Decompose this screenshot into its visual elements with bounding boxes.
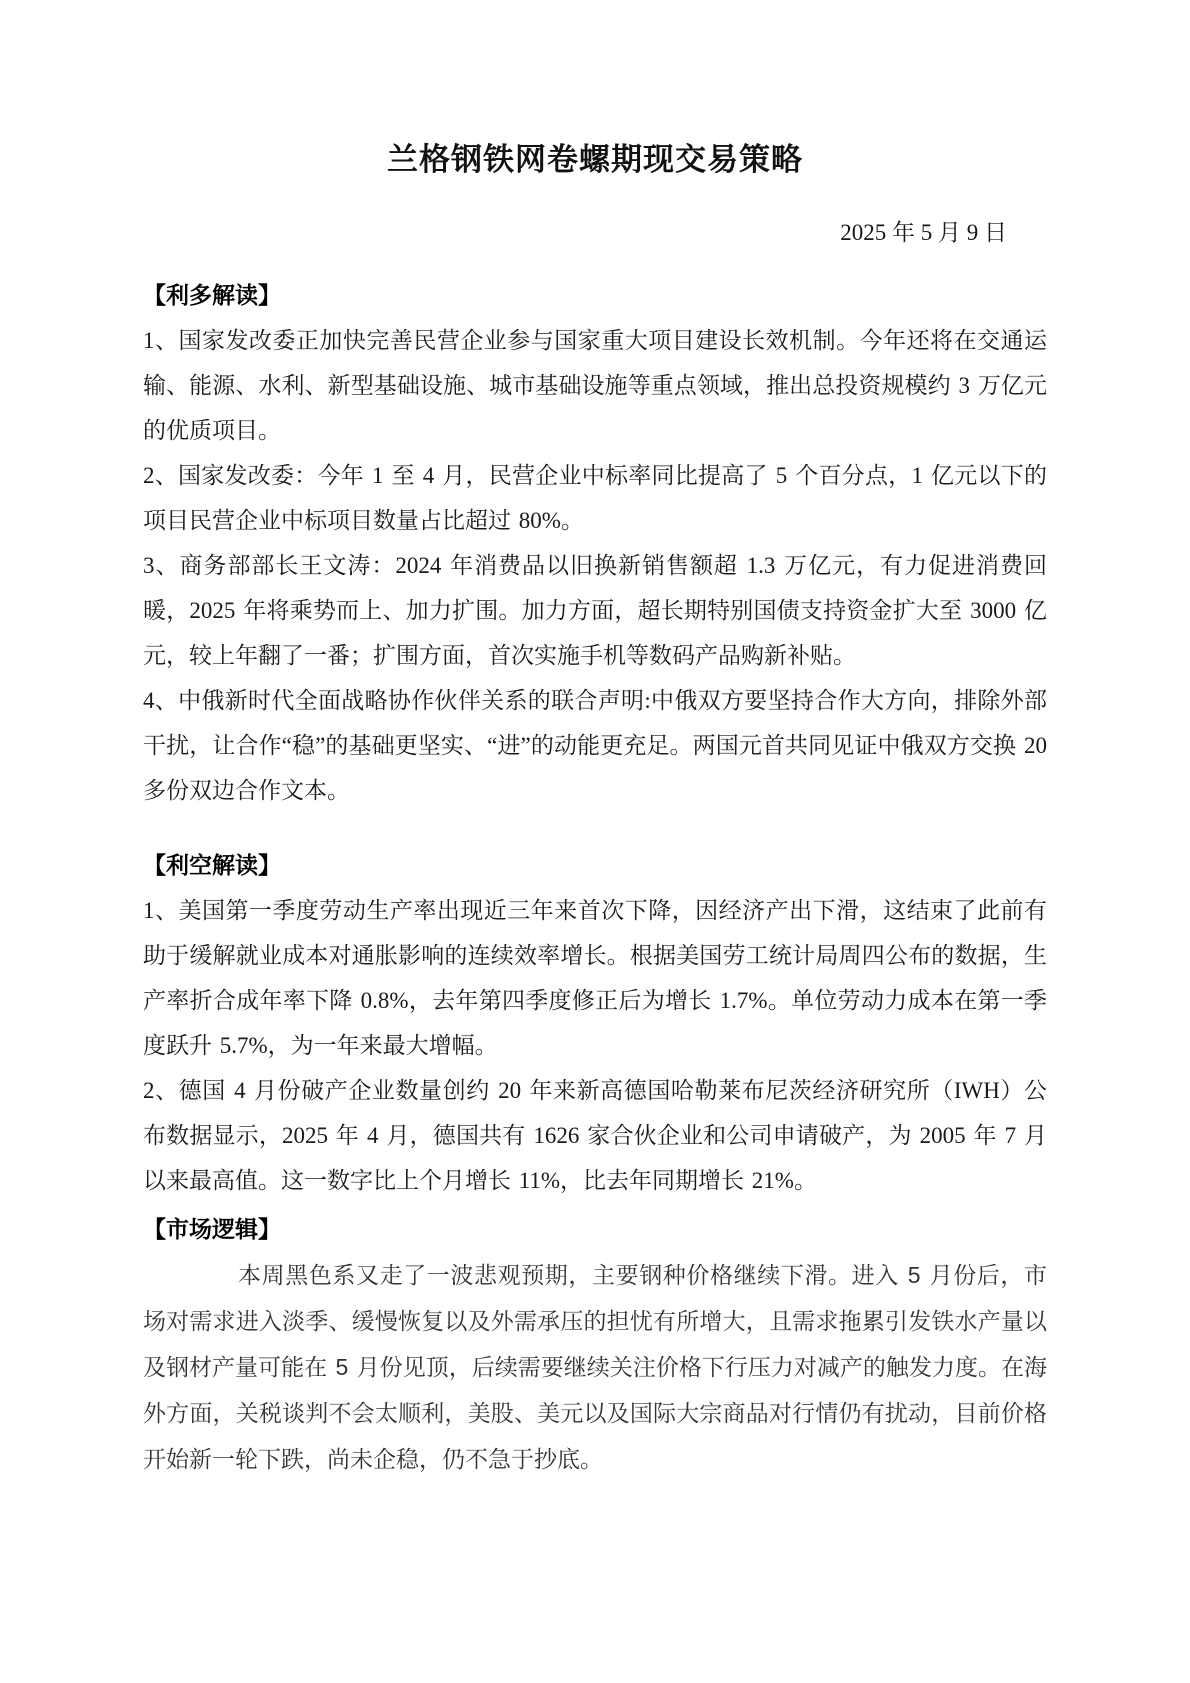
section xyxy=(143,1207,1047,1482)
section xyxy=(143,273,1047,813)
document-title: 兰格钢铁网卷螺期现交易策略 xyxy=(387,142,803,177)
paragraph: 1、国家发改委正加快完善民营企业参与国家重大项目建设长效机制。今年还将在交通运输、能源、水利、新型基础设施、城市基础设施等重点领域，推出总投资规模约 3 万亿元的优质项目。 xyxy=(143,328,1048,443)
document-date: 2025 年 5 月 9 日 xyxy=(840,220,1007,245)
paragraph: 本周黑色系又走了一波悲观预期，主要钢种价格继续下滑。进入 5 月份后，市场对需求进入淡季、缓慢恢复以及外需承压的担忧有所增大，且需求拖累引发铁水产量以及钢材产量可能在 5 月份见顶，后续需要继续关注价格下行压力对减产的触发力度。在海外方面，关税谈判不会太顺利，美股、美元以及国际大宗商品对行情仍有扰动，目前价格开始新一轮下跌，尚未企稳，仍不急于抄底。 xyxy=(143,1262,1047,1472)
sections-container xyxy=(143,273,1047,1482)
paragraph: 2、德国 4 月份破产企业数量创约 20 年来新高德国哈勒莱布尼茨经济研究所（IWH）公布数据显示，2025 年 4 月，德国共有 1626 家合伙企业和公司申请破产，为 2005 年 7 月以来最高值。这一数字比上个月增长 11%，比去年同期增长 21%。 xyxy=(143,1078,1047,1193)
paragraph: 4、中俄新时代全面战略协作伙伴关系的联合声明:中俄双方要坚持合作大方向，排除外部干扰，让合作“稳”的基础更坚实、“进”的动能更充足。两国元首共同见证中俄双方交换 20 多份双边合作文本。 xyxy=(143,688,1047,803)
paragraph: 1、美国第一季度劳动生产率出现近三年来首次下降，因经济产出下滑，这结束了此前有助于缓解就业成本对通胀影响的连续效率增长。根据美国劳工统计局周四公布的数据，生产率折合成年率下降 0.8%，去年第四季度修正后为增长 1.7%。单位劳动力成本在第一季度跃升 5.7%，为一年来最大增幅。 xyxy=(143,898,1047,1058)
section-heading: 【利空解读】 xyxy=(143,852,281,878)
section-heading: 【利多解读】 xyxy=(143,282,281,308)
paragraph: 3、商务部部长王文涛：2024 年消费品以旧换新销售额超 1.3 万亿元，有力促进消费回暖，2025 年将乘势而上、加力扩围。加力方面，超长期特别国债支持资金扩大至 3000 亿元，较上年翻了一番；扩围方面，首次实施手机等数码产品购新补贴。 xyxy=(143,553,1047,668)
section-heading: 【市场逻辑】 xyxy=(143,1216,281,1242)
section xyxy=(143,843,1047,1203)
paragraph: 2、国家发改委：今年 1 至 4 月，民营企业中标率同比提高了 5 个百分点，1 亿元以下的项目民营企业中标项目数量占比超过 80%。 xyxy=(143,463,1047,533)
